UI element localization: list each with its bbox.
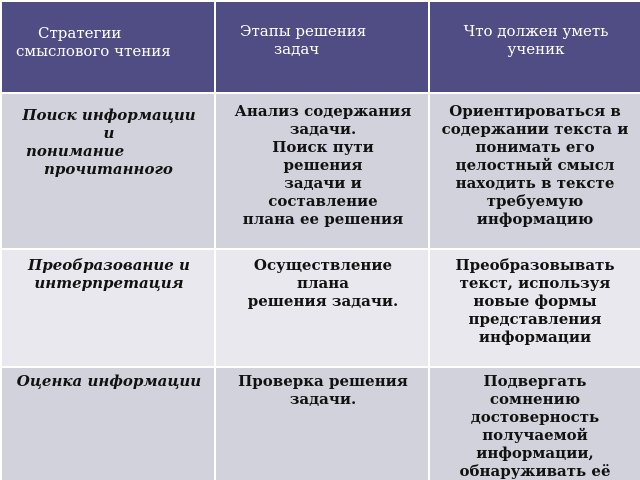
cell-line: находить в тексте (455, 174, 615, 192)
cell-strategy (1, 249, 215, 367)
cell-line: Осуществление (253, 256, 393, 274)
cell-line: решения (283, 156, 363, 174)
header-student-skills (429, 1, 640, 93)
cell-line: обнаруживать её (459, 462, 611, 480)
cell-line: задачи и (284, 174, 362, 192)
cell-line: информации, (476, 444, 594, 462)
table-header-row (1, 1, 640, 93)
cell-line: понимание (26, 142, 125, 160)
cell-skill (429, 367, 640, 480)
cell-strategy (1, 367, 215, 480)
header-line: ученик (507, 40, 565, 58)
cell-line: и (103, 124, 115, 142)
cell-stage (215, 367, 429, 480)
cell-line: плана (297, 274, 349, 292)
cell-line: целостный смысл (455, 156, 615, 174)
cell-line: Преобразование и (28, 256, 190, 274)
cell-line: прочитанного (44, 160, 173, 178)
cell-line: Поиск пути (272, 138, 374, 156)
cell-line: понимать его (475, 138, 595, 156)
cell-line: требуемую (486, 192, 584, 210)
header-line: задач (274, 40, 320, 58)
cell-line: Преобразовывать (455, 256, 615, 274)
header-line: смыслового чтения (16, 42, 171, 60)
cell-line: задачи. (289, 390, 357, 408)
cell-line: сомнению (489, 390, 581, 408)
cell-line: достоверность (470, 408, 600, 426)
cell-strategy (1, 93, 215, 249)
cell-line: представления (468, 310, 602, 328)
cell-line: информацию (476, 210, 594, 228)
cell-line: решения задачи. (247, 292, 399, 310)
cell-line: содержании текста и (441, 120, 629, 138)
cell-line: новые формы (473, 292, 597, 310)
header-stages (215, 1, 429, 93)
cell-line: плана ее решения (242, 210, 404, 228)
cell-line: информации (478, 328, 592, 346)
cell-line: интерпретация (34, 274, 184, 292)
cell-skill (429, 93, 640, 249)
header-strategies (1, 1, 215, 93)
cell-line: Ориентироваться в (449, 102, 621, 120)
cell-stage (215, 93, 429, 249)
header-line: Стратегии (38, 24, 122, 42)
cell-line: Оценка информации (16, 372, 202, 390)
table-row (1, 249, 640, 367)
header-line: Что должен уметь (463, 22, 609, 40)
table-row (1, 93, 640, 249)
table-row (1, 367, 640, 480)
cell-line: текст, используя (459, 274, 611, 292)
cell-line: составление (268, 192, 378, 210)
cell-line: Проверка решения (238, 372, 408, 390)
cell-stage (215, 249, 429, 367)
cell-line: Поиск информации (22, 106, 196, 124)
cell-line: Анализ содержания (234, 102, 412, 120)
header-line: Этапы решения (240, 22, 367, 40)
cell-line: Подвергать (483, 372, 587, 390)
cell-line: получаемой (482, 426, 588, 444)
cell-line: задачи. (289, 120, 357, 138)
cell-skill (429, 249, 640, 367)
